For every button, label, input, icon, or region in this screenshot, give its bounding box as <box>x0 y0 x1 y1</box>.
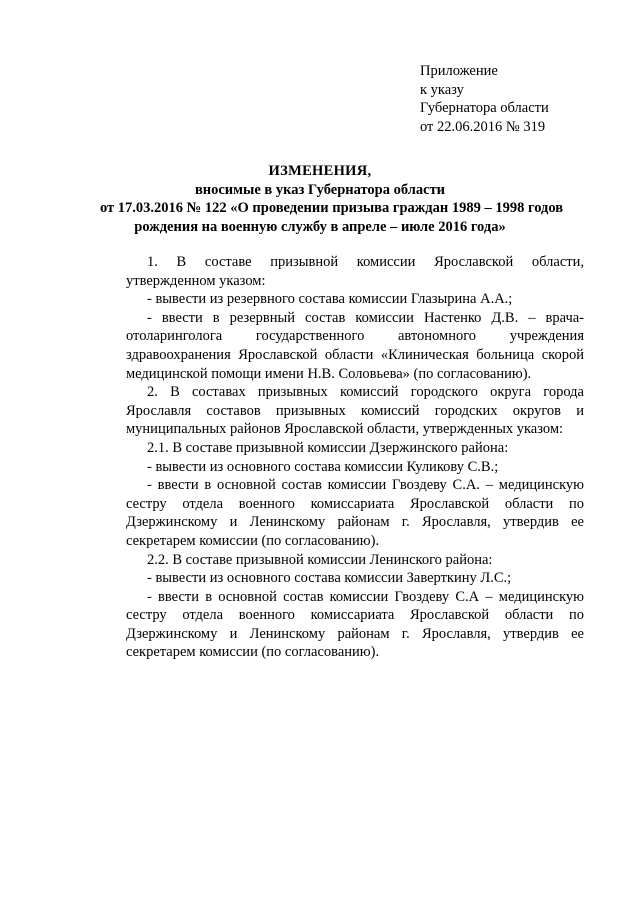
title-heading: ИЗМЕНЕНИЯ, <box>268 163 372 179</box>
title-line: от 17.03.2016 № 122 «О проведении призыва граждан 1989 – 1998 годов <box>100 200 564 216</box>
paragraph-add-main: - ввести в основной состав комиссии Гвоздеву С.А. – медицинскую сестру отдела военного комиссариата Ярославской области по Дзержинскому и Ленинскому районам г. Ярославля, утвердив ее секретарем комиссии (по согласованию). <box>126 477 584 549</box>
title-line: рождения на военную службу в апреле – июле 2016 года» <box>134 218 506 235</box>
paragraph-remove-main: - вывести из основного состава комиссии Заверткину Л.С.; <box>147 570 512 587</box>
paragraph-item-2: 2. В составах призывных комиссий городского округа города Ярославля составов призывных комиссий городских округов и муниципальных районов Ярославской области, утвержденных указом: <box>126 384 584 438</box>
appendix-line: к указу <box>420 81 464 98</box>
paragraph-remove-reserve: - вывести из резервного состава комиссии Глазырина А.А.; <box>147 291 513 308</box>
paragraph-item-1: 1. В составе призывной комиссии Ярославской области, утвержденном указом: <box>126 254 584 289</box>
appendix-line: Приложение <box>420 63 498 79</box>
document-body <box>126 253 584 662</box>
document-title <box>100 162 564 236</box>
paragraph-add-reserve: - ввести в резервный состав комиссии Настенко Д.В. – врача-отоларинголога государственного автономного учреждения здравоохранения Ярославской области «Клиническая больница скорой медицинской помощи имени Н.В. Соловьева» (по согласованию). <box>126 309 584 382</box>
appendix-line: Губернатора области <box>420 100 549 116</box>
title-line: вносимые в указ Губернатора области <box>194 181 446 198</box>
paragraph-remove-main: - вывести из основного состава комиссии Куликову С.В.; <box>147 458 499 475</box>
paragraph-item-2-1: 2.1. В составе призывной комиссии Дзержинского района: <box>147 439 509 456</box>
appendix-date-number: от 22.06.2016 № 319 <box>420 118 546 135</box>
appendix-header <box>420 62 549 136</box>
paragraph-item-2-2: 2.2. В составе призывной комиссии Ленинского района: <box>147 551 493 568</box>
paragraph-add-main: - ввести в основной состав комиссии Гвоздеву С.А – медицинскую сестру отдела военного комиссариата Ярославской области по Дзержинскому и Ленинскому районам г. Ярославля, утвердив ее секретарем комиссии (по согласованию). <box>126 588 584 661</box>
